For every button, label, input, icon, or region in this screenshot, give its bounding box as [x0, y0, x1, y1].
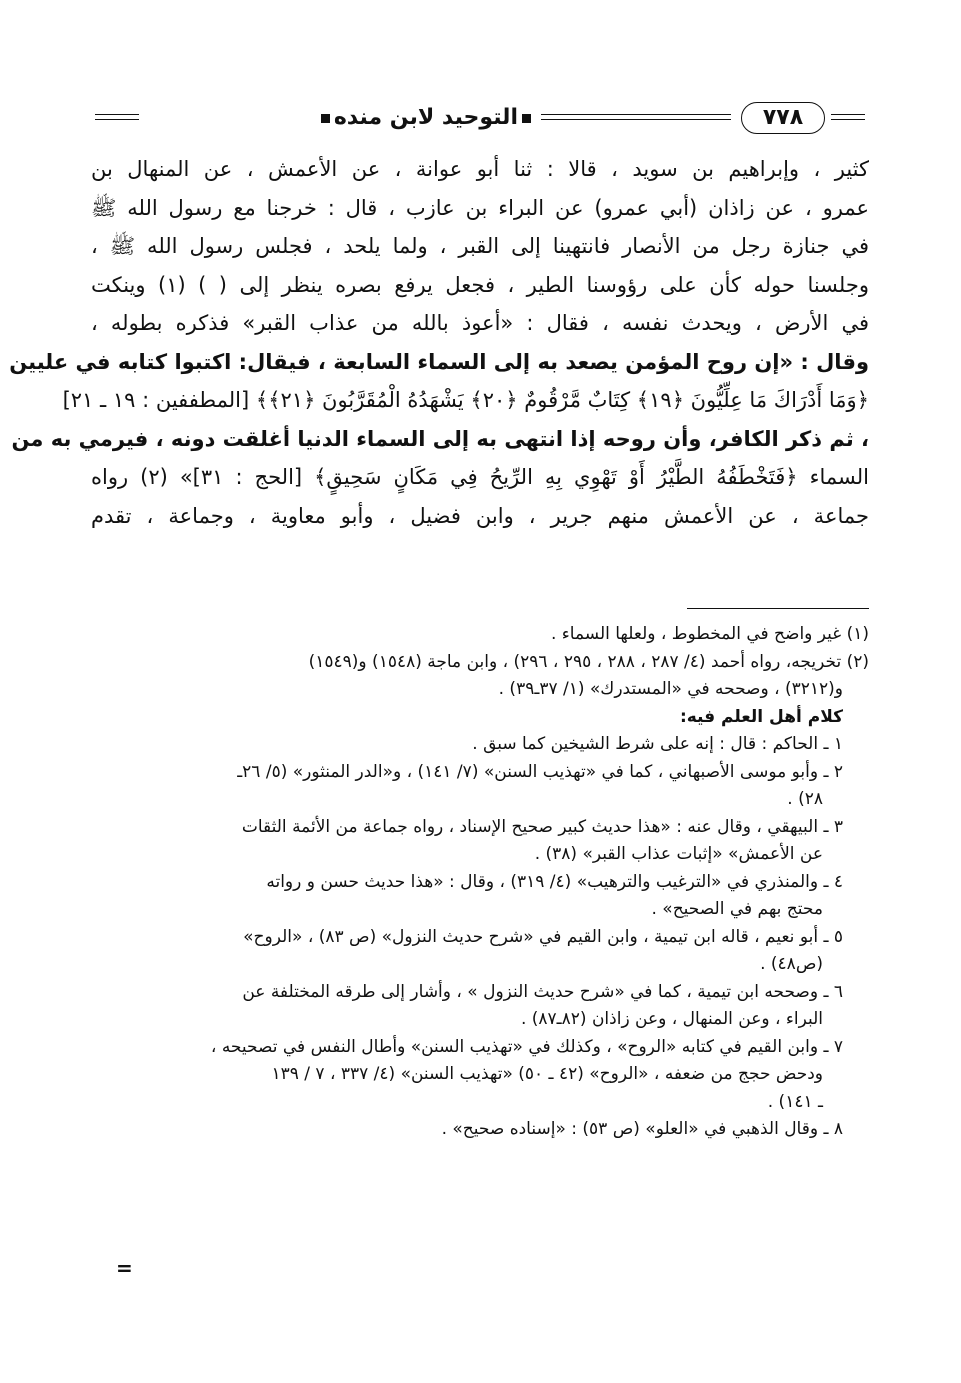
text-line: في الأرض ، ويحدث نفسه ، فقال : «أعوذ بالله من عذاب القبر» فذكره بطوله ، [91, 311, 869, 335]
text-line: كثير ، وإبراهيم بن سويد ، قالا : ثنا أبو عوانة ، عن الأعمش ، عن المنهال بن [91, 157, 869, 181]
square-ornament-icon [522, 114, 531, 123]
footnote-line: ٢٨) . [787, 789, 823, 809]
footnote-line: (٢) تخريجه، رواه أحمد (٤/ ٢٨٧ ، ٢٨٨ ، ٢٩٥ ، ٢٩٦) ، وابن ماجة (١٥٤٨) و(١٥٤٩) [308, 651, 869, 672]
footnote-line: عن الأعمش» «إثبات عذاب القبر» (٣٨) . [534, 844, 823, 864]
text-line: السماء ﴿فَتَخْطَفُهُ الطَّيْرُ أَوْ تَهْوِي بِهِ الرِّيحُ فِي مَكَانٍ سَحِيقٍ﴾ [الحج : ٣١]» (٢) رواه [91, 465, 869, 489]
running-title: التوحيد لابن منده [317, 104, 535, 132]
main-text [9, 150, 869, 535]
footnote-line: ٨ ـ وقال الذهبي في «العلو» (ص ٥٣) : «إسناده صحيح» . [441, 1119, 843, 1139]
header-rule-right [831, 114, 865, 120]
page-header [95, 100, 865, 144]
footnote-line: و(٣٢١٢) ، وصححه في «المستدرك» (١/ ٣٧ـ٣٩) . [498, 679, 843, 699]
square-ornament-icon [321, 114, 330, 123]
margin-mark: = [116, 1256, 133, 1280]
footnote-line: محتج بهم في الصحيح» . [651, 899, 823, 919]
footnote-line: ٥ ـ أبو نعيم ، قاله ابن تيمية ، وابن القيم في «شرح حديث النزول» (ص ٨٣) ، «الروح» [243, 926, 843, 947]
footnote-line: ـ ١٤١) . [767, 1091, 823, 1112]
footnote-line: ودحض حجج من ضعفه ، «الروح» (٤٢ ـ ٥٠) «تهذيب السنن» (٤/ ٣٣٧ ، ٧ / ١٣٩ [271, 1064, 823, 1084]
text-line: عمرو ، عن زاذان (أبي عمرو) عن البراء بن عازب ، قال : خرجنا مع رسول الله ﷺ [91, 195, 869, 220]
text-line: وقال : «إن روح المؤمن يصعد به إلى السماء السابعة ، فيقال: اكتبوا كتابه في عليين [9, 349, 869, 374]
footnote-line: البراء ، وعن المنهال ، وعن زاذان (٨٢ـ٨٧) . [520, 1009, 823, 1029]
footnote-separator [687, 608, 869, 609]
text-line: جماعة ، عن الأعمش منهم جرير ، وابن فضيل ، وأبو معاوية ، وجماعة ، تقدم [91, 503, 869, 528]
footnote-line: ٣ ـ البيهقي ، وقال عنه : «هذا حديث كبير صحيح الإسناد ، رواه جماعة من الأئمة الثقات [241, 816, 843, 837]
header-rule-middle [541, 114, 731, 120]
text-line: ، ثم ذكر الكافر، وأن روحه إذا انتهى به إلى السماء الدنيا أغلقت دونه ، فيرمي به من [11, 426, 869, 451]
footnote-line: ٤ ـ والمنذري في «الترغيب والترهيب» (٤/ ٣١٩) ، وقال : «هذا حديث حسن و رواته [266, 871, 843, 892]
header-rule-left [95, 114, 139, 120]
footnote-line: ٦ ـ وصححه ابن تيمية ، كما في «شرح حديث النزول » ، وأشار إلى طرقه المختلفة عن [242, 981, 843, 1002]
text-line: وجلسنا حوله كأن على رؤوسنا الطير ، فجعل يرفع بصره ينظر إلى ( ) (١) وينكت [91, 272, 869, 297]
text-line: ﴿وَمَا أَدْرَاكَ مَا عِلِّيُّونَ ﴿١٩﴾ كِتَابٌ مَّرْقُومٌ ﴿٢٠﴾ يَشْهَدُهُ الْمُقَرَّبُونَ ﴿٢١﴾﴾ [المطففين : ١٩ ـ ٢١] [62, 388, 869, 412]
footnote-line: ١ ـ الحاكم : قال : إنه على شرط الشيخين كما سبق . [472, 734, 843, 754]
text-line: في جنازة رجل من الأنصار فانتهينا إلى القبر ، ولما يلحد ، فجلس رسول الله ﷺ ، [91, 234, 869, 258]
footnote-subheading: كلام أهل العلم فيه: [679, 706, 843, 727]
footnote-line: ٢ ـ وأبو موسى الأصبهاني ، كما في «تهذيب السنن» (٧/ ١٤١) ، و«الدر المنثور» (٥/ ٢٦ـ [237, 761, 843, 782]
footnote-line: (ص٤٨) . [760, 954, 823, 974]
page-number: ٧٧٨ [741, 102, 825, 134]
footnote-line: (١) غير واضح في المخطوط ، ولعلها السماء . [550, 624, 869, 644]
footnotes [91, 621, 869, 1144]
footnote-line: ٧ ـ وابن القيم في كتابه «الروح» ، وكذلك في «تهذيب السنن» وأطال النفس في تصحيحه ، [210, 1036, 843, 1057]
